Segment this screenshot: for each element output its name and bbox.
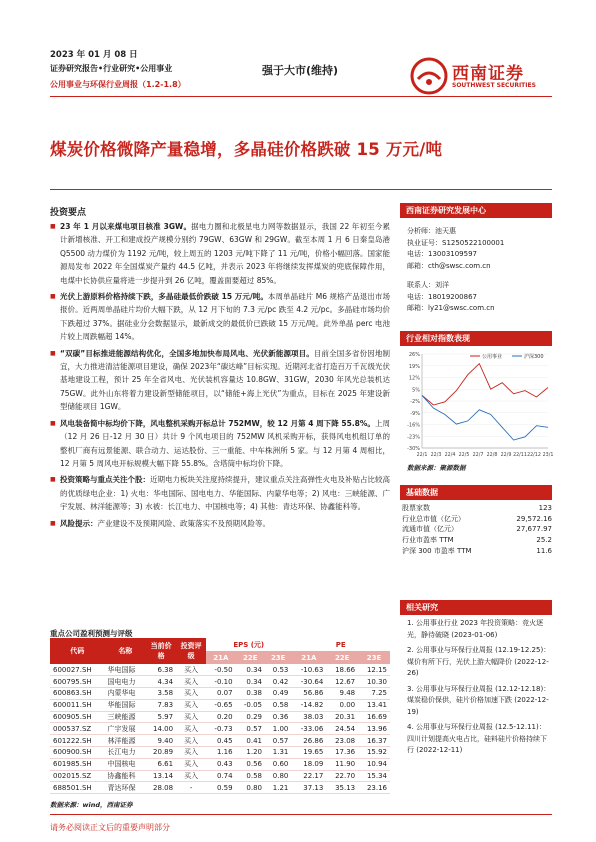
contact-name: 联系人：刘洋 <box>407 281 449 289</box>
table-row <box>50 723 390 735</box>
basic-row <box>402 545 552 556</box>
bullet-text: 据电力圈和北极星电力网等数据显示，我国 22 年初至今累计新增核准、开工和建成投产规模分别约 79GW、63GW 和 29GW。截至本周 1 月 6 日秦皇岛港 Q5500 动力煤价为 1192 元/吨，较上周五的 1203 元/吨下降了 11 元/吨，价格小幅回落。国家能源局发布 2022 年全国煤炭产量约 44.5 亿吨，并表示 2023 年将继续发挥煤炭的兜底保障作用，电煤中长协供应量将进一步提升到 26 亿吨，覆盖面要超过 85%。 <box>60 222 391 285</box>
table-cell: -30.64 <box>291 676 326 688</box>
report-name: 公用事业与环保行业周报（1.2-1.8） <box>50 80 186 89</box>
table-row <box>50 747 390 759</box>
team-heading: 西南证券研究发展中心 <box>400 203 552 218</box>
table-cell: 12.15 <box>358 664 390 676</box>
table-cell: 0.59 <box>206 782 235 794</box>
bullet-text: 近期电力板块关注度持续提升，建议重点关注高弹性火电及补贴占比较高的优质绿电企业：1) 火电：华电国际、国电电力、华能国际、内蒙华电等；2) 风电：三峡能源、广宇发展、林洋能源等；3) 水被：长江电力、中国核电等；4) 其他：青达环保、协鑫能科等。 <box>60 475 390 512</box>
basic-value: 11.6 <box>536 546 552 555</box>
footer-disclaimer: 请务必阅读正文后的重要声明部分 <box>50 823 170 832</box>
table-cell: 16.37 <box>358 735 390 747</box>
col-header: 当前价格 <box>146 638 176 664</box>
year-header: 23E <box>265 651 291 664</box>
table-cell: 4.34 <box>146 676 176 688</box>
related-reports <box>407 618 552 761</box>
basic-heading: 基础数据 <box>400 485 552 500</box>
header-divider <box>50 96 552 97</box>
table-cell: 0.53 <box>265 664 291 676</box>
basic-value: 27,677.97 <box>516 525 552 534</box>
bullet-text: 目前全国多省份因地制宜，大力推进清洁能源项目建设，确保 2023年“碳达峰”目标实现。近期河北省打造百万千瓦级光伏基地建设工程，预计 25 年全省风电、光伏装机容量达 10.8GW、31GW，2030 年风光总装机达 75GW。此外山东将着力建设新型储能项目，以“储能+海上光伏”为重点，目标在 2025 年建设新型储能项目 1GW。 <box>60 348 390 412</box>
legend-label: 沪深300 <box>524 354 544 360</box>
table-cell: 24.54 <box>326 723 358 735</box>
y-tick-label: -9% <box>410 410 420 417</box>
series-line <box>422 364 548 405</box>
table-cell: 18.66 <box>326 664 358 676</box>
col-header: 代码 <box>50 638 105 664</box>
analyst-info <box>407 226 552 272</box>
table-row <box>50 782 390 794</box>
basic-row <box>402 514 552 525</box>
x-tick-label: 22/1 <box>416 453 428 458</box>
table-cell: 13.14 <box>146 770 176 782</box>
report-link[interactable]: 2. 公用事业与环保行业周报 (12.19-12.25)：煤价有所下行，光伏上游大幅降价 (2022-12-26) <box>407 646 551 677</box>
table-cell: 12.67 <box>326 676 358 688</box>
year-header: 23E <box>358 651 390 664</box>
table-cell: 买入 <box>176 688 206 700</box>
table-cell: 20.89 <box>146 747 176 759</box>
table-cell: 35.13 <box>326 782 358 794</box>
summary-bullet <box>50 417 390 471</box>
col-header: 名称 <box>105 638 147 664</box>
report-link[interactable]: 1. 公用事业行业 2023 年投资策略：竞火逐光，静待破晓 (2023-01-06) <box>407 619 544 639</box>
table-cell: 1.00 <box>265 723 291 735</box>
table-cell: 广宇发展 <box>105 723 147 735</box>
contact-info <box>407 280 552 315</box>
analyst-phone: 电话：13003109597 <box>407 250 477 258</box>
table-cell: 18.09 <box>291 758 326 770</box>
table-cell: 19.65 <box>291 747 326 759</box>
analyst-email[interactable]: 邮箱：cth@swsc.com.cn <box>407 261 491 270</box>
x-tick-label: 22/5 <box>458 453 470 458</box>
table-cell: 0.56 <box>236 758 265 770</box>
summary-heading: 投资要点 <box>50 208 87 218</box>
x-tick-label: 22/11 <box>513 453 527 458</box>
table-row <box>50 676 390 688</box>
y-tick-label: -23% <box>407 434 420 441</box>
reports-heading: 相关研究 <box>400 600 552 615</box>
x-tick-label: 22/3 <box>430 453 442 458</box>
table-cell: 1.21 <box>265 782 291 794</box>
table-cell: 0.42 <box>265 676 291 688</box>
year-header: 22E <box>326 651 358 664</box>
logo-text-en: SOUTHWEST SECURITIES <box>452 82 536 89</box>
table-cell: 26.86 <box>291 735 326 747</box>
table-row <box>50 770 390 782</box>
table-row <box>50 711 390 723</box>
table-cell: 601222.SH <box>50 735 105 747</box>
table-row <box>50 758 390 770</box>
analyst-name: 分析师：池天惠 <box>407 227 456 235</box>
table-cell: 青达环保 <box>105 782 147 794</box>
table-cell: 20.31 <box>326 711 358 723</box>
summary-bullets <box>50 220 390 533</box>
y-tick-label: 26% <box>408 352 420 358</box>
report-link[interactable]: 3. 公用事业与环保行业周报 (12.12-12.18)：煤炭稳价保供，硅片价格加速下跌 (2022-12-19) <box>407 684 551 716</box>
table-cell: 中国核电 <box>105 758 147 770</box>
perf-heading: 行业相对指数表现 <box>400 331 552 346</box>
table-cell: 000537.SZ <box>50 723 105 735</box>
table-cell: 23.08 <box>326 735 358 747</box>
stock-forecast-table <box>50 638 390 794</box>
table-cell: 600795.SH <box>50 676 105 688</box>
table-cell: 13.96 <box>358 723 390 735</box>
x-tick-label: 22/4 <box>444 453 456 458</box>
logo-mark-icon <box>410 57 448 95</box>
table-cell: 6.38 <box>146 664 176 676</box>
table-cell: 0.07 <box>206 688 235 700</box>
y-tick-label: -2% <box>410 399 420 405</box>
table-cell: 内蒙华电 <box>105 688 147 700</box>
table-cell: -14.82 <box>291 699 326 711</box>
table-cell: 10.94 <box>358 758 390 770</box>
table-cell: 买入 <box>176 699 206 711</box>
table-cell: 华能国际 <box>105 699 147 711</box>
report-category: 证券研究报告•行业研究•公用事业 <box>50 64 173 73</box>
x-tick-label: 22/8 <box>486 453 498 458</box>
table-cell: 买入 <box>176 758 206 770</box>
table-cell: 0.60 <box>265 758 291 770</box>
table-cell: 0.20 <box>206 711 235 723</box>
table-cell: 3.58 <box>146 688 176 700</box>
y-tick-label: -16% <box>407 422 420 429</box>
summary-bullet <box>50 347 390 414</box>
table-cell: 38.03 <box>291 711 326 723</box>
stock-table-body <box>50 664 390 794</box>
table-cell: 11.90 <box>326 758 358 770</box>
table-cell: 22.17 <box>291 770 326 782</box>
bullet-text: 本周单晶硅片 M6 规格产品退出市场报价。近两周单晶硅片均价大幅下跌，从 12 月下旬的 7.3 元/pc 跌至 4.2 元/pc。多晶硅市场均价下跌超过 37%。据硅业分会数据显示，最新成交的最低价已跌破 15 万元/吨。此外单晶 perc 电池片较上周跌幅超 14%。 <box>60 292 390 342</box>
bullet-lead: “双碳”目标推进能源结构优化，全国多地加快布局风电、光伏新能源项目。 <box>60 348 314 358</box>
table-cell: 9.48 <box>326 688 358 700</box>
bullet-text: 产业建设不及预期风险、政策落实不及预期风险等。 <box>97 518 270 528</box>
table-cell: 买入 <box>176 676 206 688</box>
table-cell: 0.49 <box>265 688 291 700</box>
industry-rating: 强于大市(维持) <box>262 64 339 77</box>
table-cell: 协鑫能科 <box>105 770 147 782</box>
footer-divider <box>50 814 552 815</box>
basic-label: 行业总市值（亿元） <box>402 514 465 523</box>
y-tick-label: 5% <box>412 387 420 394</box>
table-cell: 林洋能源 <box>105 735 147 747</box>
table-cell: 6.61 <box>146 758 176 770</box>
table-cell: 56.86 <box>291 688 326 700</box>
report-date: 2023 年 01 月 08 日 <box>50 50 138 60</box>
x-tick-label: 22/12 <box>527 453 541 458</box>
basic-value: 123 <box>538 504 552 513</box>
table-cell: 买入 <box>176 770 206 782</box>
table-cell: -0.73 <box>206 723 235 735</box>
year-header: 21A <box>291 651 326 664</box>
basic-label: 股票家数 <box>402 504 430 513</box>
table-cell: 16.69 <box>358 711 390 723</box>
table-cell: 600905.SH <box>50 711 105 723</box>
bullet-lead: 投资策略与重点关注个股： <box>60 475 150 485</box>
table-cell: 长江电力 <box>105 747 147 759</box>
table-cell: 1.16 <box>206 747 235 759</box>
table-cell: 0.58 <box>236 770 265 782</box>
table-cell: - <box>176 782 206 794</box>
basic-value: 25.2 <box>536 536 552 545</box>
table-cell: 22.70 <box>326 770 358 782</box>
basic-label: 行业市盈率 TTM <box>402 536 454 545</box>
summary-bullet <box>50 290 390 344</box>
year-header: 21A <box>206 651 235 664</box>
table-cell: 23.16 <box>358 782 390 794</box>
table-cell: 0.29 <box>236 711 265 723</box>
x-tick-label: 23/1 <box>542 453 554 458</box>
table-cell: 0.34 <box>236 664 265 676</box>
contact-phone: 电话：18019200867 <box>407 292 477 301</box>
table-cell: 28.08 <box>146 782 176 794</box>
series-line <box>422 395 548 440</box>
summary-bullet <box>50 220 390 287</box>
basic-value: 29,572.16 <box>516 514 552 523</box>
title-divider <box>50 189 552 190</box>
y-tick-label: 19% <box>408 363 420 370</box>
table-cell: 17.36 <box>326 747 358 759</box>
table-cell: 600900.SH <box>50 747 105 759</box>
table-cell: 14.00 <box>146 723 176 735</box>
analyst-license: 执业证号：S1250522100001 <box>407 238 505 247</box>
table-cell: 0.45 <box>206 735 235 747</box>
relative-performance-chart <box>400 348 552 460</box>
year-header: 22E <box>236 651 265 664</box>
contact-email[interactable]: 邮箱：ly21@swsc.com.cn <box>407 304 495 312</box>
report-link[interactable]: 4. 公用事业与环保行业周报 (12.5-12.11)：四川计划提高火电占比，硅料硅片价格持续下行 (2022-12-11) <box>407 723 547 754</box>
logo-text-cn: 西南证券 <box>452 64 524 84</box>
table-cell: -0.50 <box>206 664 235 676</box>
col-header: 投资评级 <box>176 638 206 664</box>
table-cell: 三峡能源 <box>105 711 147 723</box>
summary-bullet <box>50 473 390 513</box>
table-cell: 1.31 <box>265 747 291 759</box>
col-header: PE <box>291 638 390 651</box>
table-row <box>50 735 390 747</box>
basic-row <box>402 535 552 546</box>
table-cell: -0.65 <box>206 699 235 711</box>
table-cell: -10.63 <box>291 664 326 676</box>
basic-label: 沪深 300 市盈率 TTM <box>402 546 472 555</box>
table-cell: 0.00 <box>326 699 358 711</box>
table-cell: 9.40 <box>146 735 176 747</box>
table-cell: 0.57 <box>265 735 291 747</box>
table-cell: 13.41 <box>358 699 390 711</box>
table-cell: -33.06 <box>291 723 326 735</box>
table-cell: 7.25 <box>358 688 390 700</box>
company-logo <box>410 57 550 97</box>
table-cell: 华电国际 <box>105 664 147 676</box>
chart-source: 数据来源：聚源数据 <box>407 464 466 472</box>
table-cell: 买入 <box>176 747 206 759</box>
table-cell: 600011.SH <box>50 699 105 711</box>
table-cell: 37.13 <box>291 782 326 794</box>
table-cell: 国电电力 <box>105 676 147 688</box>
bullet-lead: 风电装备简中标均价下降，风电整机采购开标总计 752MW，较 12 月第 4 周下降 55.8%。 <box>60 418 375 428</box>
basic-row <box>402 503 552 514</box>
basic-label: 流通市值（亿元） <box>402 525 458 534</box>
table-cell: -0.10 <box>206 676 235 688</box>
table-cell: 688501.SH <box>50 782 105 794</box>
report-title: 煤炭价格微降产量稳增，多晶硅价格跌破 15 万元/吨 <box>50 140 443 159</box>
table-cell: 600027.SH <box>50 664 105 676</box>
table-cell: 买入 <box>176 664 206 676</box>
table-cell: 600863.SH <box>50 688 105 700</box>
table-cell: 0.34 <box>236 676 265 688</box>
table-cell: 0.41 <box>236 735 265 747</box>
col-header: EPS (元) <box>206 638 291 651</box>
basic-row <box>402 524 552 535</box>
table-cell: 0.80 <box>265 770 291 782</box>
y-tick-label: -30% <box>407 446 420 452</box>
bullet-text: 上周（12 月 26 日-12 月 30 日）共计 9 个风电项目的 752MW 风机采购开标，获得风电机组订单的整机厂商有远景能源、联合动力、运达股份、三一重能、中车株洲所 5 家。与 12 月第 4 周相比，12 月第 5 周风电开标规模大幅下降 55.8%。含塔筒中标均价下降。 <box>60 418 391 468</box>
bullet-lead: 23 年 1 月以来煤电项目核准 3GW。 <box>60 222 192 231</box>
stock-table-title: 重点公司盈利预测与评级 <box>50 629 133 638</box>
table-cell: 0.58 <box>265 699 291 711</box>
table-cell: -0.05 <box>236 699 265 711</box>
x-tick-label: 22/9 <box>500 453 512 458</box>
table-row <box>50 688 390 700</box>
table-cell: 0.36 <box>265 711 291 723</box>
table-cell: 601985.SH <box>50 758 105 770</box>
table-cell: 0.57 <box>236 723 265 735</box>
bullet-lead: 光伏上游原料价格持续下跌，多晶硅最低价跌破 15 万元/吨。 <box>60 292 268 302</box>
table-cell: 0.80 <box>236 782 265 794</box>
table-cell: 0.43 <box>206 758 235 770</box>
bullet-lead: 风险提示： <box>60 518 98 528</box>
table-cell: 买入 <box>176 723 206 735</box>
table-cell: 买入 <box>176 735 206 747</box>
legend-label: 公用事业 <box>482 354 503 360</box>
x-tick-label: 22/7 <box>472 453 484 458</box>
table-cell: 0.74 <box>206 770 235 782</box>
table-cell: 买入 <box>176 711 206 723</box>
basic-data-table <box>402 503 552 556</box>
table-cell: 5.97 <box>146 711 176 723</box>
table-cell: 15.92 <box>358 747 390 759</box>
summary-bullet <box>50 517 390 530</box>
table-source: 数据来源：wind，西南证券 <box>50 801 133 809</box>
table-cell: 1.20 <box>236 747 265 759</box>
table-cell: 10.30 <box>358 676 390 688</box>
table-cell: 002015.SZ <box>50 770 105 782</box>
table-cell: 15.34 <box>358 770 390 782</box>
table-cell: 7.83 <box>146 699 176 711</box>
table-row <box>50 699 390 711</box>
y-tick-label: 12% <box>408 375 420 382</box>
table-cell: 0.38 <box>236 688 265 700</box>
table-row <box>50 664 390 676</box>
